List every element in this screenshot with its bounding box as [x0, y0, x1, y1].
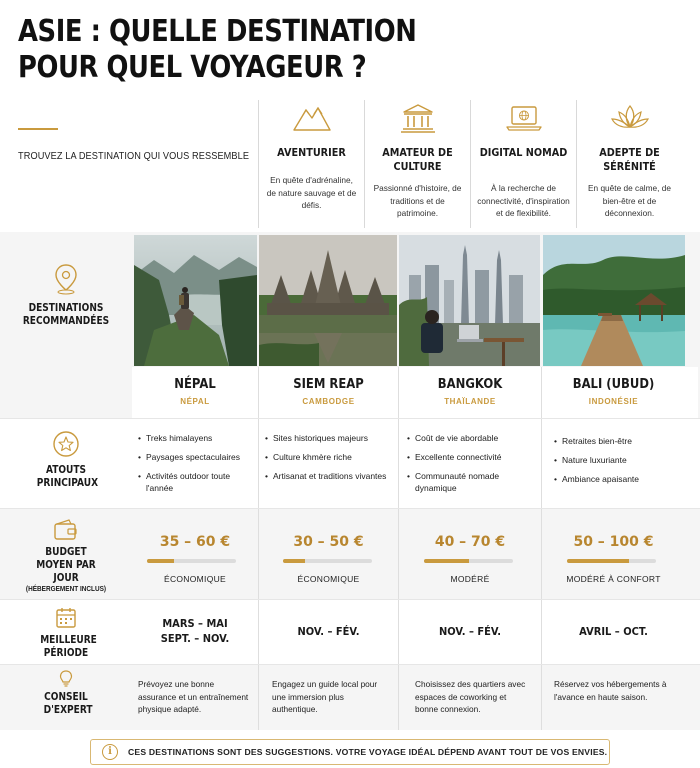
destination-name: NÉPAL: [174, 376, 216, 392]
photo-nepal: [134, 235, 257, 366]
assets-list-siem-reap: [265, 432, 395, 489]
star-badge-icon: [52, 430, 80, 458]
best-period: AVRIL – OCT.: [579, 625, 648, 638]
row-label-destinations: [0, 262, 132, 328]
budget-price: 30 – 50 €: [293, 534, 364, 550]
assets-list-nepal: [138, 432, 254, 501]
list-item: • Coût de vie abordable: [407, 432, 537, 444]
page-subtitle: TROUVEZ LA DESTINATION QUI VOUS RESSEMBLE: [18, 151, 250, 162]
row-label-text: MEILLEURE PÉRIODE: [40, 634, 97, 659]
expert-tip: Prévoyez une bonne assurance et un entraînement physique adapté.: [138, 679, 249, 714]
budget-bar: [147, 559, 236, 563]
list-item: • Sites historiques majeurs: [265, 432, 395, 444]
list-item: • Communauté nomade dynamique: [407, 470, 537, 494]
budget-bar-fill: [147, 559, 174, 563]
photo-bangkok: [399, 235, 540, 366]
list-item: • Nature luxuriante: [554, 454, 684, 466]
best-period: NOV. – FÉV.: [438, 625, 502, 638]
list-item: • Ambiance apaisante: [554, 473, 684, 485]
persona-digital-nomad: [470, 100, 576, 228]
budget-price: 35 – 60 €: [159, 534, 231, 550]
persona-name: AMATEUR DE CULTURE: [382, 146, 453, 173]
budget-bar: [567, 559, 656, 563]
destination-name: BALI (UBUD): [572, 376, 655, 392]
persona-aventurier: [258, 100, 364, 228]
map-pin-icon: [51, 262, 81, 296]
best-period: [138, 616, 251, 646]
budget-level: MODÉRÉ: [450, 574, 490, 584]
row-divider: [0, 599, 700, 600]
budget-bar-fill: [567, 559, 629, 563]
coworking-skyline-photo: [399, 235, 540, 366]
calendar-icon: [54, 606, 78, 630]
budget-level: MODÉRÉ À CONFORT: [566, 574, 661, 584]
list-item: • Paysages spectaculaires: [138, 451, 254, 463]
row-label-conseil: [0, 668, 132, 717]
destination-name: SIEM REAP: [293, 376, 364, 392]
persona-description: En quête de calme, de bien-être et de déconnexion.: [587, 183, 672, 218]
budget-bar: [424, 559, 513, 563]
hiker-mountain-lake-photo: [134, 235, 257, 366]
destination-names-panel: [132, 367, 698, 418]
title-line-2: POUR QUEL VOYAGEUR ?: [18, 50, 367, 85]
row-label-periode: [0, 606, 132, 660]
row-label-budget: [0, 518, 132, 593]
photo-bali: [543, 235, 685, 366]
assets-list-bali: [554, 435, 684, 492]
accent-divider: [18, 128, 58, 130]
row-label-text: BUDGET MOYEN PAR JOUR: [36, 546, 96, 584]
best-period: NOV. – FÉV.: [297, 625, 360, 638]
row-label-atouts: [0, 430, 132, 490]
info-icon: i: [102, 744, 118, 760]
persona-description: À la recherche de connectivité, d'inspiration et de flexibilité.: [477, 183, 570, 218]
list-item: • Activités outdoor toute l'année: [138, 470, 254, 494]
temple-icon: [398, 102, 438, 134]
row-sublabel-text: (HÉBERGEMENT INCLUS): [25, 586, 107, 593]
photo-siem-reap: [259, 235, 397, 366]
destination-country: NÉPAL: [180, 397, 210, 406]
expert-tip: Réservez vos hébergements à l'avance en haute saison.: [554, 679, 667, 702]
persona-culture: [364, 100, 470, 228]
persona-name: AVENTURIER: [277, 146, 346, 159]
title-line-1: ASIE : QUELLE DESTINATION: [18, 14, 417, 49]
destination-country: THAÏLANDE: [444, 397, 496, 406]
persona-description: En quête d'adrénaline, de nature sauvage et de défis.: [266, 175, 357, 210]
best-period-line-2: SEPT. – NOV.: [160, 632, 230, 645]
list-item: • Excellente connectivité: [407, 451, 537, 463]
angkor-wat-photo: [259, 235, 397, 366]
budget-bar: [283, 559, 372, 563]
row-divider: [0, 664, 700, 665]
persona-name: ADEPTE DE SÉRÉNITÉ: [599, 146, 660, 173]
row-divider: [0, 418, 700, 419]
budget-level: ÉCONOMIQUE: [297, 574, 360, 584]
expert-tip: Choisissez des quartiers avec espaces de coworking et bonne connexion.: [415, 679, 526, 714]
disclaimer-text: CES DESTINATIONS SONT DES SUGGESTIONS. VOTRE VOYAGE IDÉAL DÉPEND AVANT TOUT DE VOS ENVIES.: [128, 747, 608, 757]
wallet-icon: [52, 518, 80, 542]
expert-tip: Engagez un guide local pour une immersion plus authentique.: [272, 679, 378, 714]
persona-description: Passionné d'histoire, de traditions et de patrimoine.: [373, 183, 462, 218]
laptop-icon: [504, 102, 544, 134]
destination-country: INDONÉSIE: [588, 397, 639, 406]
list-item: • Culture khmère riche: [265, 451, 395, 463]
mountain-icon: [292, 102, 332, 134]
disclaimer-banner: [90, 739, 610, 765]
budget-price: 40 – 70 €: [434, 534, 506, 550]
destination-name: BANGKOK: [437, 376, 503, 392]
list-item: • Treks himalayens: [138, 432, 254, 444]
row-label-text: DESTINATIONS RECOMMANDÉES: [22, 302, 110, 327]
row-divider: [0, 508, 700, 509]
persona-serenite: [576, 100, 682, 228]
budget-price: 50 – 100 €: [573, 534, 654, 550]
page-title: [18, 14, 416, 86]
budget-bar-fill: [424, 559, 469, 563]
list-item: • Artisanat et traditions vivantes: [265, 470, 395, 482]
row-label-text: ATOUTS PRINCIPAUX: [36, 464, 99, 489]
lightbulb-icon: [55, 668, 77, 688]
assets-list-bangkok: [407, 432, 537, 501]
persona-name: DIGITAL NOMAD: [479, 146, 568, 159]
lotus-icon: [610, 102, 650, 134]
list-item: • Retraites bien-être: [554, 435, 684, 447]
destination-country: CAMBODGE: [302, 397, 355, 406]
budget-level: ÉCONOMIQUE: [163, 574, 227, 584]
row-label-text: CONSEIL D'EXPERT: [43, 691, 93, 716]
best-period-line-1: MARS – MAI: [162, 617, 228, 630]
bali-pier-photo: [543, 235, 685, 366]
budget-bar-fill: [283, 559, 305, 563]
